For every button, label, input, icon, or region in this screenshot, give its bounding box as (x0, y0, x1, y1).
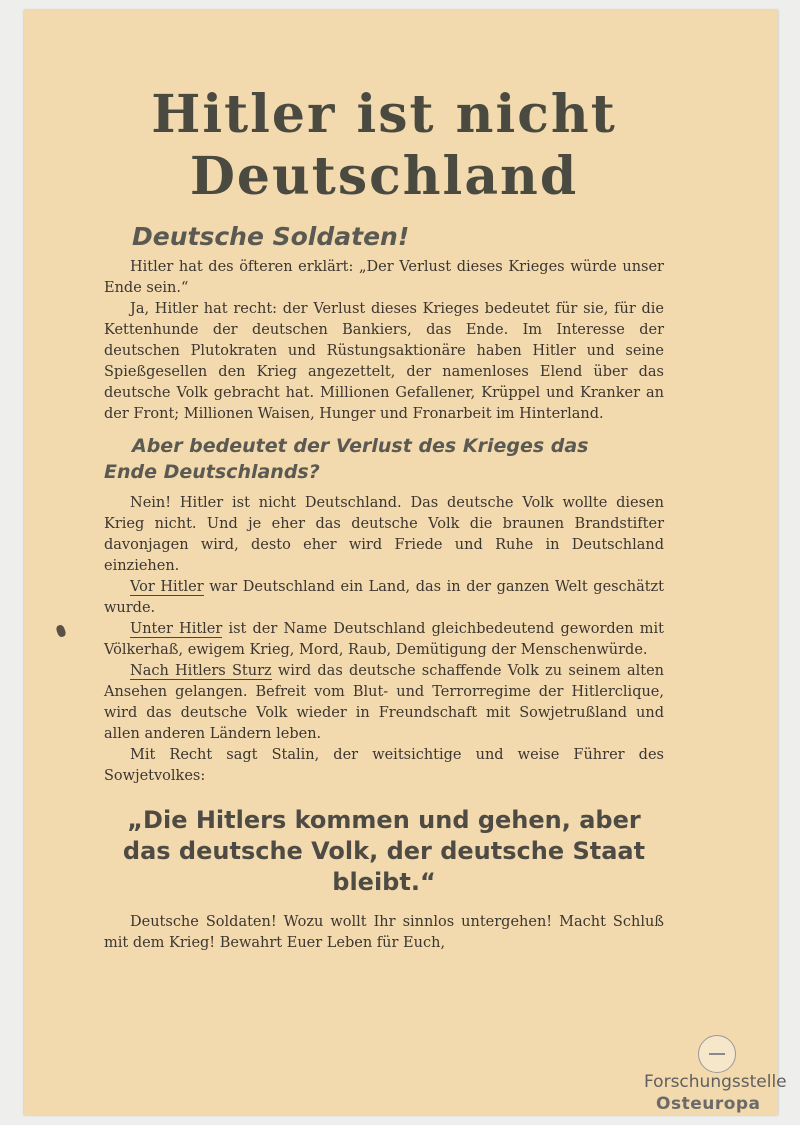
headline (104, 84, 664, 208)
paragraph-4 (104, 577, 664, 619)
paragraph-1: Hitler hat des öfteren erklärt: „Der Verlust dieses Krieges würde unser Ende sein.“ (104, 259, 664, 296)
ink-smudge (55, 624, 67, 638)
question-line-1: Aber bedeutet der Verlust des Krieges das (132, 435, 589, 457)
paragraph-6-lead: Nach Hitlers Sturz (130, 663, 272, 679)
paragraph-5-rest: ist der Name Deutschland gleichbedeutend geworden mit Völkerhaß, ewigem Krieg, Mord, Raub, Demütigung der Menschenwürde. (104, 621, 664, 658)
paragraph-4-lead: Vor Hitler (130, 579, 204, 595)
question-heading (104, 433, 664, 485)
headline-line-1: Hitler ist nicht (151, 84, 617, 145)
watermark-line-2: Osteuropa (656, 1094, 761, 1114)
paragraph-5 (104, 619, 664, 661)
question-line-2: Ende Deutschlands? (104, 461, 320, 483)
leaflet-content (104, 84, 664, 954)
watermark-line-1: Forschungsstelle (644, 1072, 787, 1092)
paragraph-6 (104, 661, 664, 745)
paragraph-5-lead: Unter Hitler (130, 621, 223, 637)
archive-watermark (640, 1032, 800, 1117)
stalin-quote: „Die Hitlers kommen und gehen, aber das deutsche Volk, der deutsche Staat bleibt.“ (122, 806, 646, 896)
paragraph-2: Ja, Hitler hat recht: der Verlust dieses Krieges bedeutet für sie, für die Kettenhunde der deutschen Bankiers, das Ende. Im Interesse der deutschen Plutokraten und Rüstungsaktionäre haben Hitler und seine Spießgesellen den Krieg angezettelt, der namenloses Elend über das deutsche Volk gebracht hat. Millionen Gefallener, Krüppel und Kranker an der Front; Millionen Waisen, Hunger und Fronarbeit im Hinterland. (104, 301, 664, 422)
paragraph-4-rest: war Deutschland ein Land, das in der ganzen Welt geschätzt wurde. (104, 579, 665, 616)
archive-logo-icon (698, 1035, 736, 1073)
salutation: Deutsche Soldaten! (132, 222, 410, 251)
paragraph-3: Nein! Hitler ist nicht Deutschland. Das deutsche Volk wollte diesen Krieg nicht. Und je eher das deutsche Volk die braunen Brandstifter davonjagen wird, desto eher wird Friede und Ruhe in Deutschland einziehen. (104, 495, 664, 574)
paragraph-7: Mit Recht sagt Stalin, der weitsichtige und weise Führer des Sowjetvolkes: (104, 747, 664, 784)
paragraph-6-rest: wird das deutsche schaffende Volk zu seinem alten Ansehen gelangen. Befreit vom Blut- und Terrorregime der Hitlerclique, wird das deutsche Volk wieder in Freundschaft mit Sowjetrußland und allen anderen Ländern leben. (104, 663, 664, 742)
closing-paragraph: Deutsche Soldaten! Wozu wollt Ihr sinnlos untergehen! Macht Schluß mit dem Krieg! Bewahrt Euer Leben für Euch, (104, 914, 664, 951)
leaflet-page (24, 10, 778, 1115)
headline-line-2: Deutschland (189, 146, 579, 207)
